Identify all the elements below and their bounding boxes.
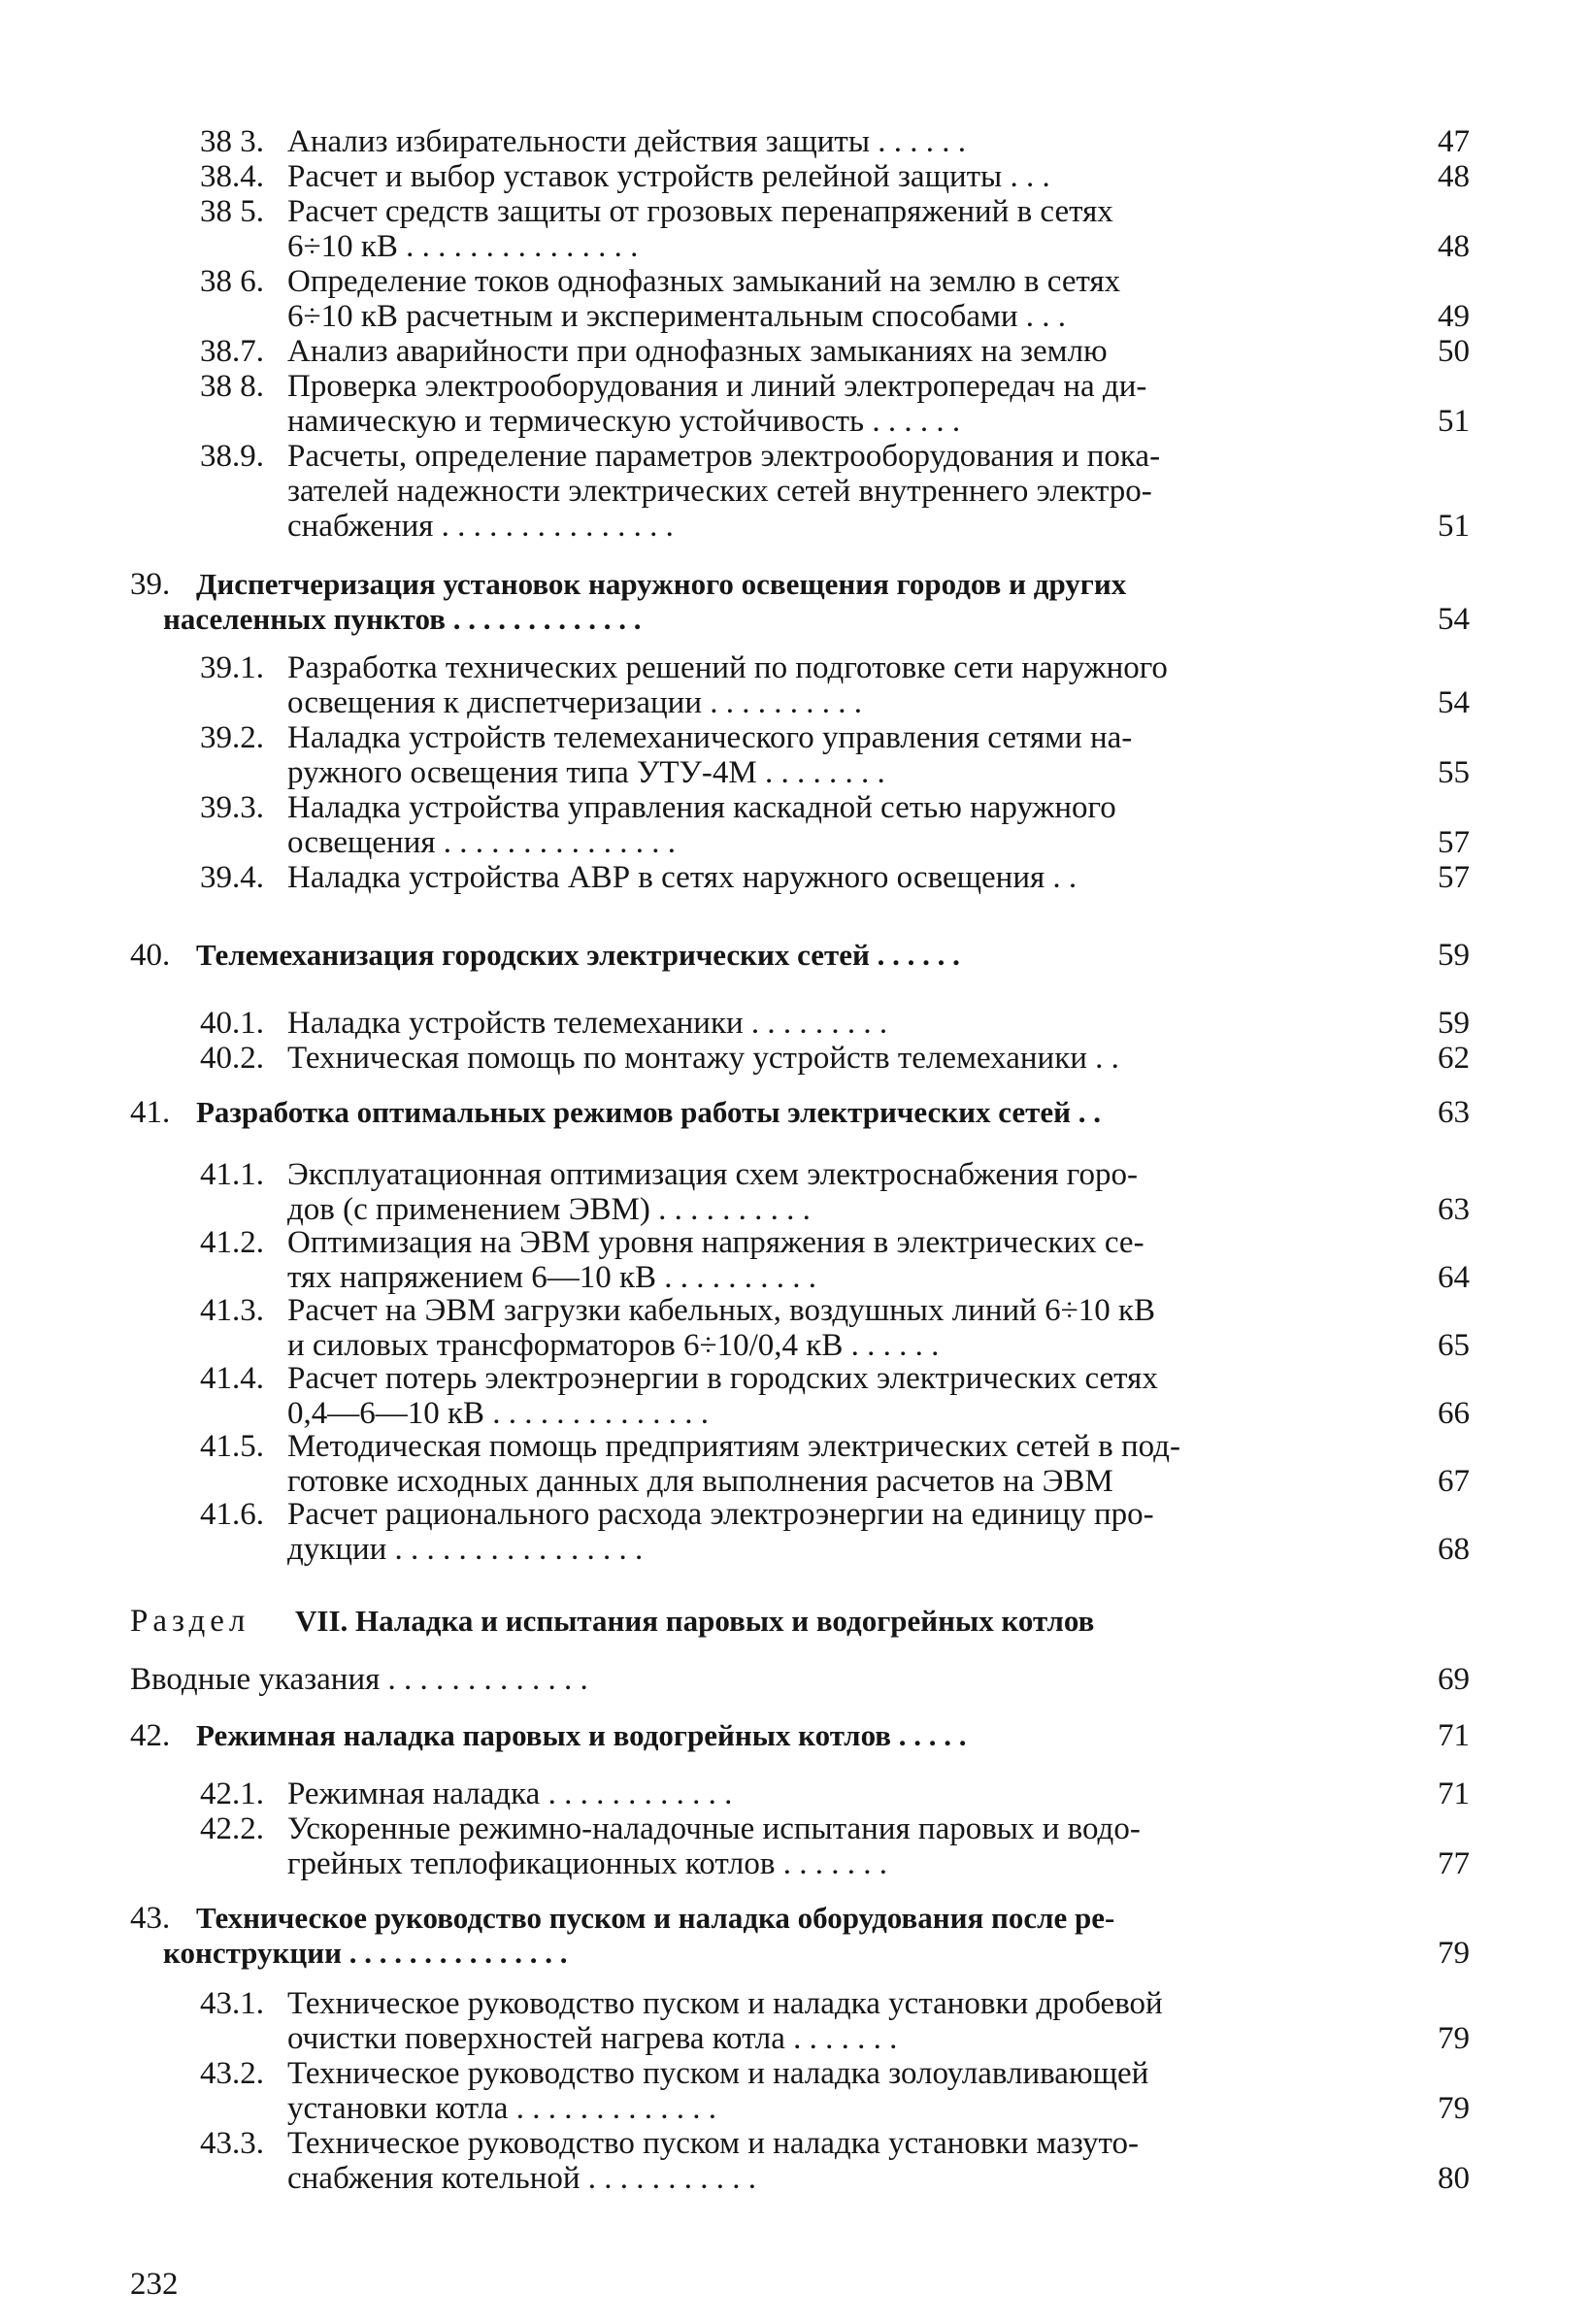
entry-page: 54 [1438,602,1470,637]
entry-number: 38.7. [200,334,264,369]
entry-title-line: Расчет на ЭВМ загрузки кабельных, воздушных линий 6÷10 кВ [287,1293,1155,1328]
entry-page: 57 [1438,860,1470,895]
entry-number: 43. [130,1901,171,1936]
entry-page: 63 [1438,1095,1470,1130]
entry-title-line: Техническая помощь по монтажу устройств телемеханики . . [287,1041,1119,1076]
entry-page: 57 [1438,825,1470,860]
entry-title-line: 6÷10 кВ расчетным и экспериментальным способами . . . [287,299,1067,334]
entry-number: 39. [130,567,171,602]
entry-title-line: Наладка устройства АВР в сетях наружного освещения . . [287,860,1078,895]
entry-title-line: населенных пунктов . . . . . . . . . . . . . [163,602,642,636]
entry-page: 64 [1438,1260,1470,1295]
entry-title-line: зателей надежности электрических сетей внутреннего электро- [287,474,1152,509]
entry-number: 43.1. [200,1986,264,2021]
entry-title-line: Эксплуатационная оптимизация схем электроснабжения горо- [287,1157,1139,1192]
entry-number: 41.5. [200,1429,264,1464]
entry-title-line: Анализ аварийности при однофазных замыканиях на землю [287,334,1108,369]
entry-title-line: Расчет потерь электроэнергии в городских электрических сетях [287,1361,1158,1396]
entry-title-line: Проверка электрооборудования и линий электропередач на ди- [287,369,1147,404]
entry-title-line: установки котла . . . . . . . . . . . . . [287,2091,716,2126]
entry-number: 38.4. [200,159,264,194]
entry-title-line: Определение токов однофазных замыканий на землю в сетях [287,264,1121,299]
entry-page: 77 [1438,1846,1470,1881]
entry-title-line: Расчет рационального расхода электроэнергии на единицу про- [287,1497,1154,1532]
part-title: VII. Наладка и испытания паровых и водогрейных котлов [295,1604,1095,1638]
entry-title-line: Разработка оптимальных режимов работы электрических сетей . . [196,1095,1101,1129]
entry-number: 38 5. [200,194,264,229]
entry-number: 40.1. [200,1006,264,1041]
entry-number: 42.1. [200,1776,264,1811]
entry-number: 38 6. [200,264,264,299]
entry-title-line: очистки поверхностей нагрева котла . . . . . . . [287,2021,898,2056]
entry-page: 59 [1438,1006,1470,1041]
entry-page: 71 [1438,1718,1470,1753]
entry-number: 41.2. [200,1225,264,1260]
entry-number: 41.4. [200,1361,264,1396]
entry-title-line: Техническое руководство пуском и наладка золоулавливающей [287,2056,1149,2091]
entry-number: 43.2. [200,2056,264,2091]
entry-number: 43.3. [200,2126,264,2161]
page-number: 232 [130,2267,179,2302]
entry-title-line: Режимная наладка паровых и водогрейных котлов . . . . . [196,1718,967,1752]
entry-title-line: 0,4—6—10 кВ . . . . . . . . . . . . . . [287,1396,710,1431]
entry-title-line: освещения к диспетчеризации . . . . . . . . . . [287,685,862,720]
entry-page: 69 [1438,1662,1470,1697]
entry-title-line: намическую и термическую устойчивость . . . . . . [287,404,961,439]
entry-page: 63 [1438,1192,1470,1227]
entry-title-line: Диспетчеризация установок наружного освещения городов и других [196,567,1127,601]
entry-page: 71 [1438,1776,1470,1811]
entry-title-line: конструкции . . . . . . . . . . . . . . . [163,1936,568,1970]
entry-page: 50 [1438,334,1470,369]
entry-number: 40.2. [200,1041,264,1076]
entry-page: 55 [1438,755,1470,790]
entry-page: 51 [1438,509,1470,544]
entry-title-line: Техническое руководство пуском и наладка установки дробевой [287,1986,1163,2021]
entry-page: 67 [1438,1464,1470,1499]
entry-title-line: Режимная наладка . . . . . . . . . . . . [287,1776,733,1811]
entry-number: 39.3. [200,790,264,825]
entry-page: 79 [1438,2021,1470,2056]
entry-page: 79 [1438,1936,1470,1971]
entry-page: 65 [1438,1328,1470,1363]
entry-page: 66 [1438,1396,1470,1431]
entry-number: 38 8. [200,369,264,404]
entry-number: 39.4. [200,860,264,895]
entry-page: 68 [1438,1532,1470,1567]
entry-title-line: готовке исходных данных для выполнения расчетов на ЭВМ [287,1464,1113,1499]
entry-number: 41.1. [200,1157,264,1192]
entry-title-line: Вводные указания . . . . . . . . . . . . . [130,1662,588,1697]
entry-page: 54 [1438,685,1470,720]
entry-title-line: дов (с применением ЭВМ) . . . . . . . . . . [287,1192,811,1227]
entry-title-line: Наладка устройств телемеханического управления сетями на- [287,720,1133,755]
entry-title-line: Анализ избирательности действия защиты . . . . . . [287,124,967,159]
entry-title-line: Разработка технических решений по подготовке сети наружного [287,650,1168,685]
entry-title-line: тях напряжением 6—10 кВ . . . . . . . . . . [287,1260,817,1295]
entry-number: 40. [130,938,171,973]
entry-number: 39.2. [200,720,264,755]
entry-number: 42. [130,1718,171,1753]
entry-page: 62 [1438,1041,1470,1076]
entry-number: 42.2. [200,1811,264,1846]
entry-number: 38 3. [200,124,264,159]
entry-title-line: Техническое руководство пуском и наладка установки мазуто- [287,2126,1140,2161]
entry-title-line: Ускоренные режимно-наладочные испытания паровых и водо- [287,1811,1141,1846]
entry-number: 38.9. [200,439,264,474]
entry-number: 41.6. [200,1497,264,1532]
entry-title-line: снабжения . . . . . . . . . . . . . . . [287,509,674,544]
entry-page: 59 [1438,938,1470,973]
entry-title-line: Методическая помощь предприятиям электрических сетей в под- [287,1429,1180,1464]
entry-title-line: освещения . . . . . . . . . . . . . . . [287,825,677,860]
entry-title-line: Расчеты, определение параметров электрооборудования и пока- [287,439,1161,474]
entry-title-line: Расчет и выбор уставок устройств релейной защиты . . . [287,159,1050,194]
entry-title-line: Наладка устройства управления каскадной сетью наружного [287,790,1116,825]
entry-title-line: грейных теплофикационных котлов . . . . . . . [287,1846,887,1881]
entry-title-line: 6÷10 кВ . . . . . . . . . . . . . . . [287,229,639,264]
entry-page: 51 [1438,404,1470,439]
entry-page: 80 [1438,2161,1470,2196]
entry-title-line: и силовых трансформаторов 6÷10/0,4 кВ . . . . . . [287,1328,940,1363]
entry-title-line: Наладка устройств телемеханики . . . . . . . . . [287,1006,888,1041]
entry-page: 48 [1438,229,1470,264]
entry-page: 49 [1438,299,1470,334]
entry-title-line: Расчет средств защиты от грозовых перенапряжений в сетях [287,194,1113,229]
entry-title-line: Телемеханизация городских электрических сетей . . . . . . [196,938,960,972]
entry-page: 79 [1438,2091,1470,2126]
entry-title-line: Техническое руководство пуском и наладка оборудования после ре- [196,1901,1115,1935]
entry-number: 41. [130,1095,171,1130]
entry-title-line: снабжения котельной . . . . . . . . . . . [287,2161,757,2196]
entry-page: 48 [1438,159,1470,194]
entry-number: 39.1. [200,650,264,685]
entry-title-line: дукции . . . . . . . . . . . . . . . . [287,1532,644,1567]
entry-number: 41.3. [200,1293,264,1328]
entry-title-line: Оптимизация на ЭВМ уровня напряжения в электрических се- [287,1225,1144,1260]
part-label: Раздел [130,1604,250,1639]
entry-title-line: ружного освещения типа УТУ-4М . . . . . . . . [287,755,885,790]
entry-page: 47 [1438,124,1470,159]
